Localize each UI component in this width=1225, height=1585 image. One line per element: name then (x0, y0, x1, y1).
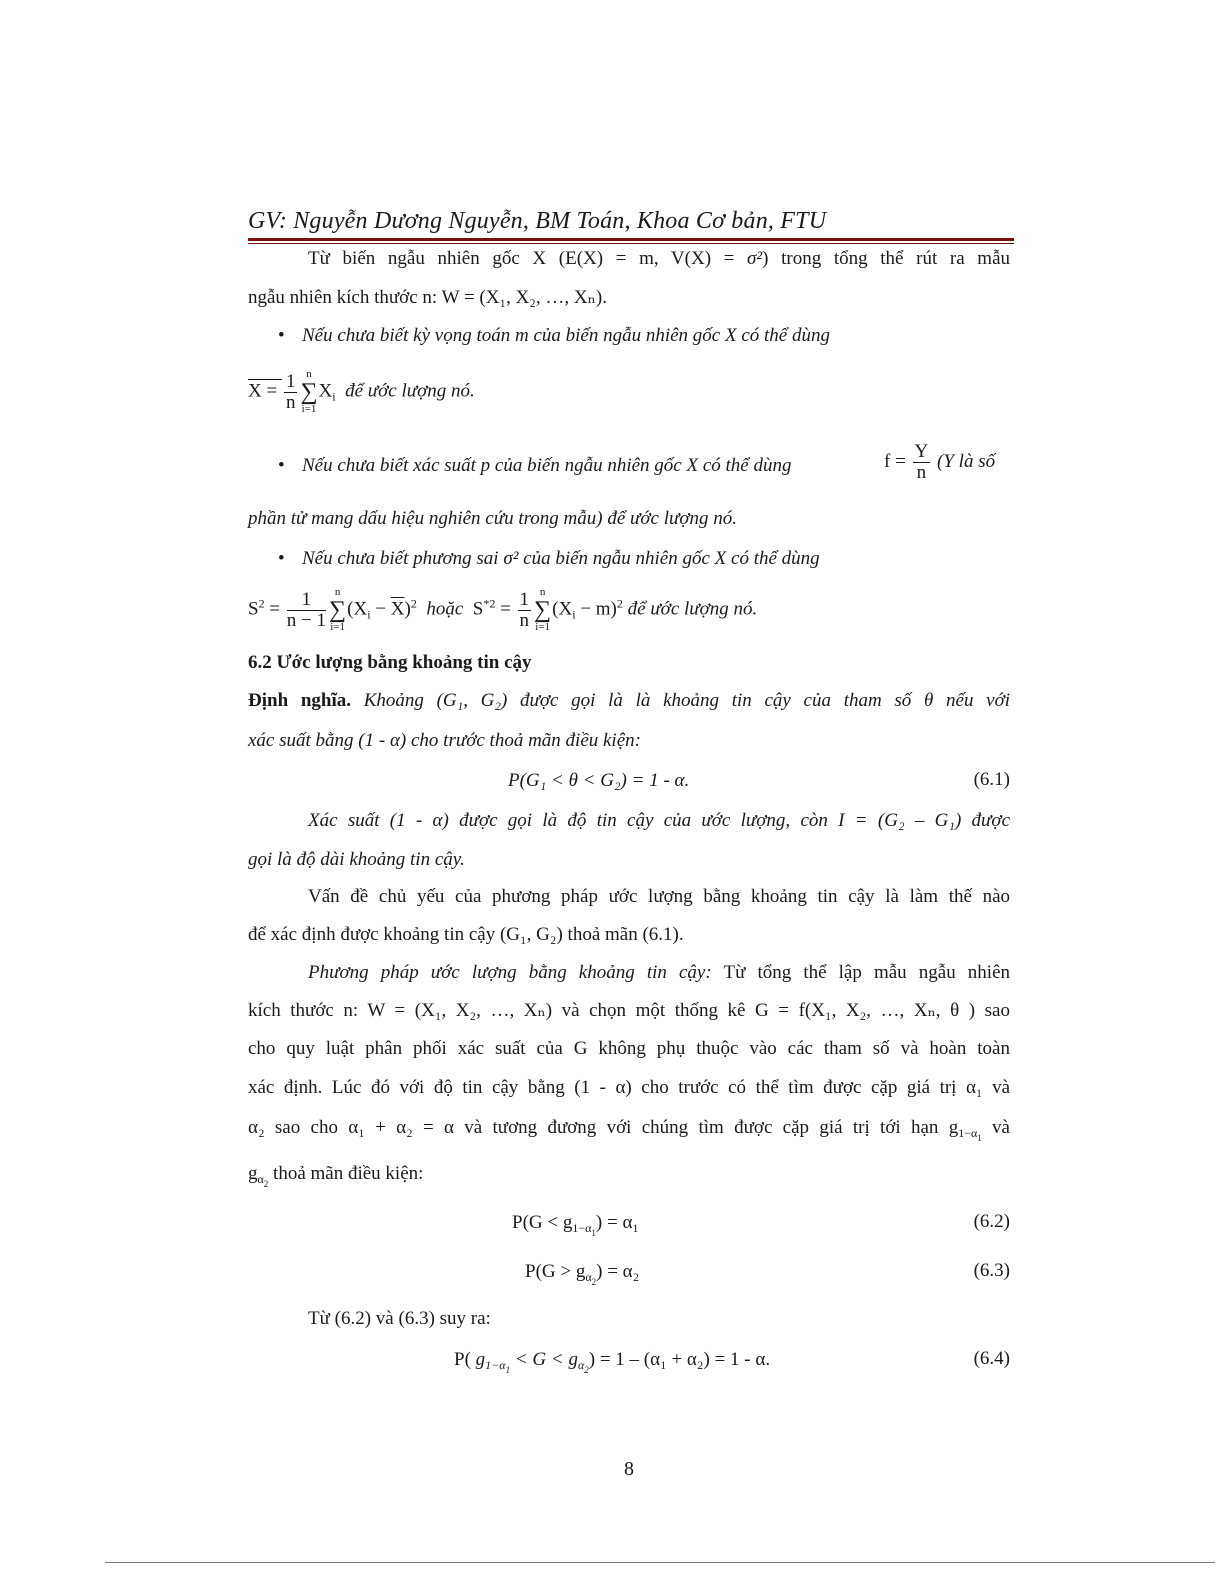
method-line-6: $g_{\alpha_2}$ thoả mãn điều kiện: (248, 1163, 424, 1189)
sigma-squared: σ² (747, 248, 763, 269)
bullet-2-continuation: phần tử mang dấu hiệu nghiên cứu trong mẫu) để ước lượng nó. (248, 508, 737, 529)
confidence-line-1: Xác suất (1 - α) được gọi là độ tin cậy của ước lượng, còn I = (G₂ – G₁) được (308, 810, 1010, 831)
method-line-1: Phương pháp ước lượng bằng khoảng tin cậy: Từ tổng thể lập mẫu ngẫu nhiên (308, 962, 1011, 983)
bottom-rule (105, 1562, 1215, 1563)
equation-6-1-number: (6.1) (973, 769, 1010, 790)
intro-line-2: ngẫu nhiên kích thước n: W = (X₁, X₂, …, Xₙ). (248, 287, 607, 308)
equation-6-2: $P(G < g_{1-\alpha_1}) = \alpha_1$ (512, 1212, 640, 1238)
freq-formula: f = $\frac{Y}{n}$ (Y là số (884, 441, 996, 483)
method-line-5: α₂ sao cho α₁ + α₂ = α và tương đương với chúng tìm được cặp giá trị tới hạn $g_{1-\alpha_1}$ và (248, 1117, 1010, 1143)
document-page (248, 0, 1010, 1585)
equation-6-3: $P(G > g_{\alpha_2}) = \alpha_2$ (525, 1261, 640, 1287)
page-number: 8 (624, 1458, 634, 1480)
mean-formula: X = $\frac{1}{n}$ n ∑ i=1 $X_i$ để ước lượng nó. (248, 368, 475, 415)
infer-line: Từ (6.2) và (6.3) suy ra: (308, 1308, 491, 1329)
definition-line-2: xác suất bằng (1 - α) cho trước thoả mãn điều kiện: (248, 730, 641, 751)
definition-line-1: Định nghĩa. Khoảng (G₁, G₂) được gọi là là khoảng tin cậy của tham số θ nếu với (248, 690, 1011, 711)
equation-6-3-number: (6.3) (973, 1260, 1010, 1281)
method-line-3: cho quy luật phân phối xác suất của G không phụ thuộc vào các tham số và hoàn toàn (248, 1038, 1010, 1059)
page-header: GV: Nguyễn Dương Nguyễn, BM Toán, Khoa Cơ bản, FTU (248, 208, 827, 234)
equation-6-1: P(G₁ < θ < G₂) = 1 - α. (508, 770, 690, 791)
problem-line-2: để xác định được khoảng tin cậy (G₁, G₂) thoả mãn (6.1). (248, 924, 684, 945)
section-title: 6.2 Ước lượng bằng khoảng tin cậy (248, 652, 532, 673)
intro-line-1: Từ biến ngẫu nhiên gốc X (E(X) = m, V(X) = σ²) trong tổng thể rút ra mẫu (308, 248, 1010, 269)
method-line-4: xác định. Lúc đó với độ tin cậy bằng (1 - α) cho trước có thể tìm được cặp giá trị α₁ và (248, 1077, 1010, 1098)
equation-6-2-number: (6.2) (973, 1211, 1010, 1232)
problem-line-1: Vấn đề chủ yếu của phương pháp ước lượng bằng khoảng tin cậy là làm thế nào (308, 886, 1010, 907)
header-rule-thick (248, 238, 1014, 241)
confidence-line-2: gọi là độ dài khoảng tin cậy. (248, 849, 465, 870)
bullet-1: • Nếu chưa biết kỳ vọng toán m của biến ngẫu nhiên gốc X có thể dùng (248, 324, 1010, 348)
variance-formulas: $S^2$ = $\frac{1}{n - 1}$ n ∑ i=1 $(X_i - \overline{X})^2$ hoặc $S^{*2}$ = $\frac{1}{n}$ n ∑ i=1 $(X_i - m)^2$ để ước lượng nó. (248, 586, 758, 633)
bullet-3: • Nếu chưa biết phương sai σ² của biến ngẫu nhiên gốc X có thể dùng (248, 547, 1010, 571)
equation-6-4-number: (6.4) (973, 1348, 1010, 1369)
equation-6-4: P( $g_{1-\alpha_1} < G < g_{\alpha_2}) = 1 - (\alpha_1 + \alpha_2) = 1 - \alpha$. (454, 1349, 771, 1375)
header-rule-thin (248, 243, 1014, 244)
method-line-2: kích thước n: W = (X₁, X₂, …, Xₙ) và chọn một thống kê G = f(X₁, X₂, …, Xₙ, θ ) sao (248, 1000, 1010, 1021)
bullet-2: • Nếu chưa biết xác suất p của biến ngẫu nhiên gốc X có thể dùng (248, 454, 1010, 478)
